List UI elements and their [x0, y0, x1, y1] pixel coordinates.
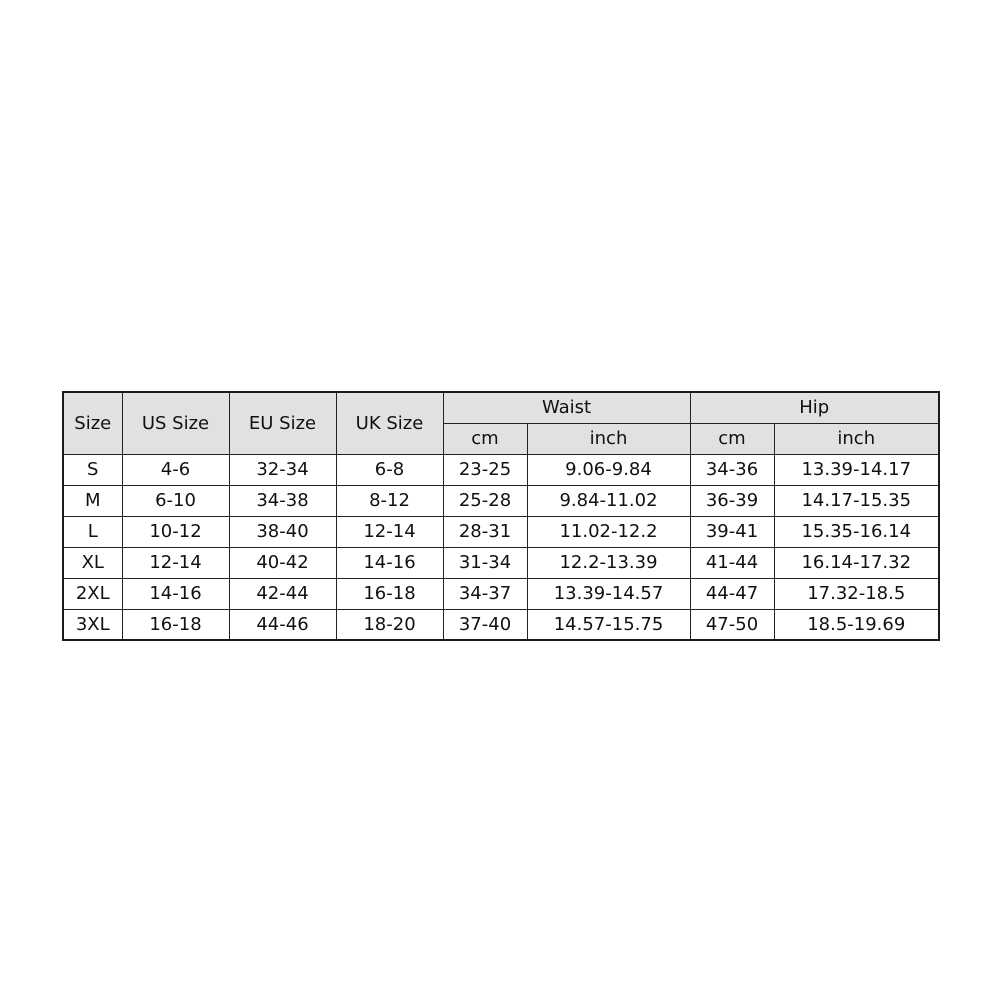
cell-size: 3XL	[63, 609, 122, 640]
cell-uk-size: 8-12	[336, 485, 443, 516]
header-hip-cm: cm	[690, 423, 774, 454]
cell-hip-inch: 18.5-19.69	[774, 609, 939, 640]
cell-waist-inch: 11.02-12.2	[527, 516, 690, 547]
cell-waist-inch: 9.06-9.84	[527, 454, 690, 485]
table-row	[63, 485, 939, 516]
cell-waist-cm: 37-40	[443, 609, 527, 640]
cell-size: M	[63, 485, 122, 516]
table-row	[63, 578, 939, 609]
cell-uk-size: 16-18	[336, 578, 443, 609]
cell-us-size: 6-10	[122, 485, 229, 516]
cell-size: 2XL	[63, 578, 122, 609]
header-size: Size	[63, 392, 122, 454]
cell-hip-inch: 16.14-17.32	[774, 547, 939, 578]
header-hip-inch: inch	[774, 423, 939, 454]
table-row	[63, 609, 939, 640]
cell-us-size: 4-6	[122, 454, 229, 485]
cell-us-size: 10-12	[122, 516, 229, 547]
cell-hip-inch: 17.32-18.5	[774, 578, 939, 609]
header-us-size: US Size	[122, 392, 229, 454]
cell-waist-cm: 31-34	[443, 547, 527, 578]
cell-eu-size: 32-34	[229, 454, 336, 485]
cell-uk-size: 18-20	[336, 609, 443, 640]
table-header	[63, 392, 939, 454]
cell-hip-cm: 41-44	[690, 547, 774, 578]
cell-eu-size: 40-42	[229, 547, 336, 578]
cell-eu-size: 44-46	[229, 609, 336, 640]
cell-size: XL	[63, 547, 122, 578]
cell-waist-cm: 23-25	[443, 454, 527, 485]
cell-eu-size: 42-44	[229, 578, 336, 609]
cell-waist-inch: 12.2-13.39	[527, 547, 690, 578]
cell-hip-cm: 34-36	[690, 454, 774, 485]
cell-hip-cm: 47-50	[690, 609, 774, 640]
cell-hip-inch: 14.17-15.35	[774, 485, 939, 516]
header-eu-size: EU Size	[229, 392, 336, 454]
cell-hip-cm: 39-41	[690, 516, 774, 547]
cell-eu-size: 34-38	[229, 485, 336, 516]
cell-size: L	[63, 516, 122, 547]
table-row	[63, 547, 939, 578]
header-waist-cm: cm	[443, 423, 527, 454]
cell-size: S	[63, 454, 122, 485]
cell-waist-inch: 9.84-11.02	[527, 485, 690, 516]
size-chart-table	[62, 391, 940, 641]
cell-hip-inch: 15.35-16.14	[774, 516, 939, 547]
cell-hip-cm: 36-39	[690, 485, 774, 516]
cell-us-size: 14-16	[122, 578, 229, 609]
cell-waist-inch: 14.57-15.75	[527, 609, 690, 640]
cell-uk-size: 12-14	[336, 516, 443, 547]
header-waist-inch: inch	[527, 423, 690, 454]
header-waist: Waist	[443, 392, 690, 423]
cell-us-size: 12-14	[122, 547, 229, 578]
table-row	[63, 516, 939, 547]
cell-us-size: 16-18	[122, 609, 229, 640]
cell-eu-size: 38-40	[229, 516, 336, 547]
header-uk-size: UK Size	[336, 392, 443, 454]
table-row	[63, 454, 939, 485]
cell-waist-cm: 34-37	[443, 578, 527, 609]
cell-hip-cm: 44-47	[690, 578, 774, 609]
table-body	[63, 454, 939, 640]
cell-waist-inch: 13.39-14.57	[527, 578, 690, 609]
cell-hip-inch: 13.39-14.17	[774, 454, 939, 485]
header-hip: Hip	[690, 392, 939, 423]
cell-uk-size: 14-16	[336, 547, 443, 578]
cell-waist-cm: 25-28	[443, 485, 527, 516]
cell-waist-cm: 28-31	[443, 516, 527, 547]
cell-uk-size: 6-8	[336, 454, 443, 485]
